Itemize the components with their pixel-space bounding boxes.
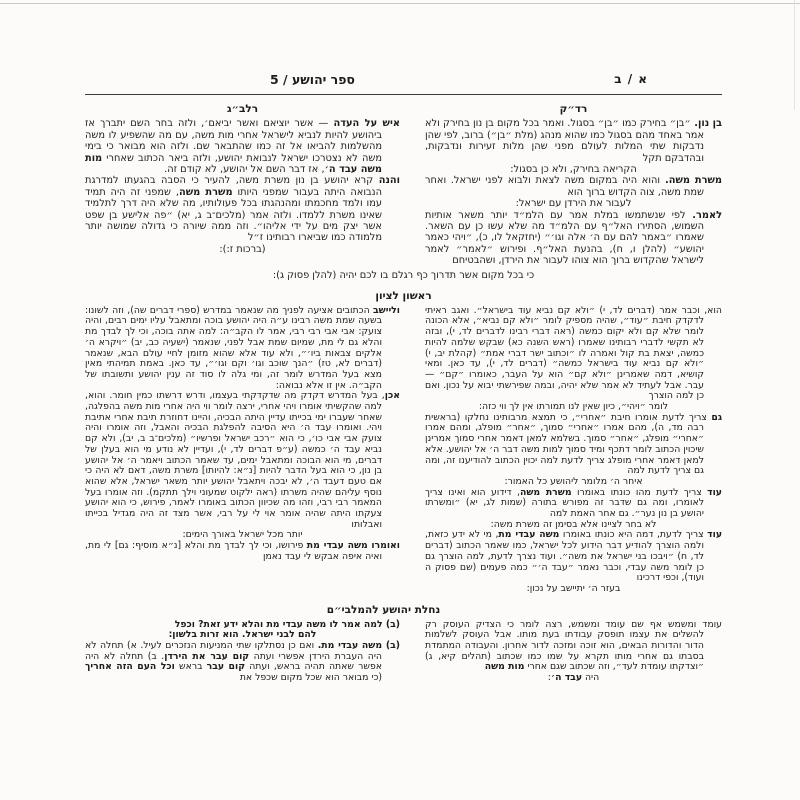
- rishon-left-column: [85, 306, 400, 563]
- ralbag-paragraph: איש על העדה — אשר יוציאם ואשר יביאם׳, ולזה בחר השם יתברך אז ביהושע להיות לנביא לישראל אחרי מות משה, עם מה שהשפיע לו משה מהשלמות להביאו אל זה כמו שהתבאר שם. ולזה הוא מבואר כי בימי משה לא נצטרכו ישראל לנבואת יהושע, ולזה ביאר הכתוב שאחרי מות משה עבד ה׳, אז דבר השם אל יהושע, לא קודם זה.: [85, 118, 400, 176]
- nachalat-left-column: [85, 620, 400, 684]
- scan-edge-top: [0, 3, 800, 4]
- malbim-question-centered-line: להם לבני ישראל. הוא זרות בלשון:: [168, 629, 317, 641]
- rishon-paragraph: הוא, וכבר אמר (דברים לד, י) ״ולא קם נביא עוד בישראל״. ואגב ראיתי לדקדק חיבת ״עוד״, שהיה מספיק לומר ״ולא קם נביא״, אלא הכונה לומר שלא קם ולא יקום כמשה (ראה דברי רבינו לדברים לד, י), ובזה לא תקשי לדברי רבותינו שאמרו (ראש השנה כא) שבקש שלמה להיות כמשה, יצאת בת קול ואמרה לו ״וכתוב ישר דברי אמת״ (קהלת יב, י) ״ולא קם נביא עוד בישראל כמשה״ (דברים לד, י), עד כאן. ומאי קושיא, דמה שאמרינן ״ולא קם״ הוא על העבר, כאומרו ״קם״ — עבר. אבל לעתיד לא אמר שלא יהיה, ובמה שפירשתי יבוא על נכון. ואם כן למה הוצרך: [425, 304, 722, 402]
- rishon-paragraph: עוד צריך לדעת מהו כונתו באומרו משרת משה, דידוע הוא ואינו צריך לאומרו, ומה גם שדבר זה מפורש בתורה (שמות לג, יא) ״ומשרתו יהושע בן נון נער״. גם אחר האמת למה: [425, 486, 722, 520]
- rishon-paragraph: עוד צריך לדעת, דמה היא כונתו באומרו משה עבדי מת, מי לא ידע כזאת, ולמה הוצרך להודיע דבר הידוע לכל ישראל, כמו שאמר הכתוב (דברים לד, ח) ״ויבכו בני ישראל את משה״. ועוד נצרך לדעת, למה הוצרך גם כן לומר משה עבדי, וכבר נאמר ״עבד ה׳״ כמה פעמים (שם פסוק ה ועוד), וכפי דרכינו: [425, 529, 723, 584]
- rishon-letzion-title: ראשון לציון: [375, 289, 432, 302]
- ralbag-column: [85, 104, 400, 255]
- rishon-letzion-section: [85, 306, 722, 595]
- nachalat-yehoshua-section: [85, 620, 722, 684]
- ralbag-citation-line: (ברכות ז:):: [219, 243, 266, 255]
- nachalat-right-column: [425, 620, 722, 684]
- malbim-answer: (ב) משה עבדי מת. ואם כן נסתלקו שתי המניעות הנזכרים לעיל. א) תחלה לא היה העברת הירדן אפשרי ועתה קום עבר את הירדן. ב) תחלה לא היה אפשר שאתה תהיה בראש, ועתה קום עבר בראש וכל העם הזה אחריך (כי מבואר הוא שכל מקום שכפל את: [85, 640, 401, 684]
- radak-paragraph: לאמר. לפי שנשתמשו במלת אמר עם הלמ״ד יותר משאר אותיות השמוש, הסתירו האל״ף עם הלמ״ד מה שלא עשו כן עם השאר. שאמרו ״באמר להם עם ה׳ אלה וגו׳״ (יחזקאל לו, כ), ״ויהי כאמר יהושע״ (להלן ו, ח), בהנעת האל״ף. ופירוש ״לאמר״ לאמר לישראל שהקדוש ברוך הוא צוהו לעבור את הירדן, ושהבטיחם: [425, 209, 723, 267]
- radak-title: רד״ק: [559, 103, 588, 115]
- radak-centered-line: לעבור את הירדן עם ישראל:: [515, 198, 632, 210]
- scan-edge-right: [794, 0, 795, 110]
- rishon-centered-line: יותר מכל ישראל באורך הימים:: [182, 529, 303, 541]
- top-commentary-section: [85, 104, 722, 267]
- nachalat-yehoshua-title: נחלת יהושע להמלבי״ם: [326, 603, 441, 616]
- rishon-paragraph: וליישב הכתובים אציעה לפניך מה שנאמר במדרש (ספרי דברים שה), וזה לשונו: בשעה שמת משה רבינו ע״ה היה יהושע בוכה ומתאבל עליו ימים רבים, והיה צועק: אבי אבי רבי רבי, אמר לו הקב״ה: למה אתה בוכה, וכי לך לבדך מת והלא גם לי מת, שמיום שמת אבל לפני, שנאמר (ישעיה כב, יב) ״ויקרא ה׳ אלקים צבאות ביו׳״, ולא עוד אלא שהוא מזומן לחיי עולם הבא, שנאמר (דברים לא, טז) ״הנך שוכב וגו׳ וקם וגו׳״, עד כאן. באמת תמיהתי מאין מצא בעל המדרש לומר זה, ומי גלה לו סוד זה ענין יהושע ותשובתו של הקב״ה. אין זו אלא נבואה:: [85, 304, 400, 391]
- rishon-centered-line: איחר ה׳ מלומר ליהושע כל האמור:: [504, 475, 643, 487]
- rishon-paragraph: ואומרו משה עבדי מת פירושו, וכי לך לבדך מת והלא [נ״א מוסיף: גם] לי מת, ואיה איפה אבקש לי עבד נאמן: [85, 540, 400, 562]
- rishon-paragraph: גם צריך לדעת אומרו חיבת ״אחרי״, כי תמצא מרבותינו נחלקו (בראשית רבה מד, ה), מהם אמרו ״אחרי״ סמוך, ״אחר״ מופלג, ומהם אמרו ״אחרי״ מופלג, ״אחר״ סמוך. בשלמא למאן דאמר אחרי סמוך אמרינן שיכוין הכתוב לומר דתכף ומיד סמוך למות משה דבר ה׳ אל יהושע. אלא למאן דאמר אחרי מופלג צריך לדעת למה יכוין הכתוב להודיענו זה, ומה גם צריך לדעת למה: [425, 411, 722, 477]
- radak-paragraph: בן נון. ״בן״ בחירק כמו ״בן״ בסגול. ואמר בכל מקום בן נון בחירק ולא אמר באחד מהם בסגול כמו שהוא מנהג (מלת ״בן״) ברוב, לפי שהן נדבקות שתי המלות לעולם מפני שהן מלות זעירות ונדבקות, ובהדבקם תקל: [425, 118, 722, 164]
- radak-paragraph: משרת משה. והוא היה במקום משה לצאת ולבוא לפני ישראל. ואחר שמת משה, צוה הקדוש ברוך הוא: [425, 175, 722, 198]
- nachalat-centered-line: היה עבד ה׳:: [547, 672, 600, 684]
- rishon-centered-line: לומר ״ויהי״, כיון שאין לנו תמורתו אין לך ווי כזה:: [478, 401, 669, 413]
- book-title-page-number: ספר יהושע / 5: [270, 72, 355, 87]
- malbim-question: (ב) למה אמר לו משה עבדי מת והלא ידע זאת? וכפל: [174, 618, 400, 630]
- ralbag-title: רלב״ג: [226, 103, 259, 115]
- rishon-right-column: [425, 306, 722, 595]
- rishon-paragraph: אכן, בעל המדרש דקדק מה שדקדקתי בעצמו, ודרש דרשתו כמין חומר. והוא, למה שהקשיתי אומרו ויהי אחרי, ירצה לומר ווי היה אחרי מות משה בהפלגה, שאחר שעברו ימי בכייתו עדיין היתה הבכיה, והיינו דחוזרת תיבת אחרי אתיבת ויהי. ואומרו עבד ה׳ היא הסיבה להפלגת הבכיה והאבל, וזה אומרו והיה צועק אבי אבי כו׳, כי הוא ״רכב ישראל ופרשיו״ (מלכים־ב ב, יב), ולא קם נביא עבד ה׳ כמשה (ע״פ דברים לד, י), ועדיין לא נודע מי הוא בעלן של דברים, מי הוא הבוכה ומתאבל ימים, עד שאמר הכתוב ויאמר ה׳ אל יהושע בן נון, כי הוא בעל הדבר להיות [נ״א: להיותו] משרת משה, דאם לא היה כי אם טעם דעבד ה׳, לא יבכה ויתאבל יהושע יותר משאר ישראל, אלא שהוא נוסף עליהם שהיה משרתו (ראה ילקוט שמעוני וילך תתקמ). וזה אומרו בעל המאמר רבי רבי, וזהו מה שכיוון הכתוב באומרו לאמר, פירוש, כי הוא יהושע צעקתו היתה שהיה אומר אוי לי על רבי, אשר מצד זה היה מגדיל בכייתו ואבלותו: [85, 390, 400, 530]
- radak-centered-line: הקריאה בחירק, ולא כן בסגול:: [510, 164, 637, 176]
- nachalat-paragraph: עומד ומשמש אף שם עומד ומשמש, רצה לומר כי הצדיק העוסק רק להשלים את עצמו תופסק עבודתו בעת מותו. אבל העוסק לשלמות הדור והדורות הבאים, הוא זוכה ומזכה לדור אחרון. והעבודה המתמדת בסבתו גם אחרי מותו תקרא על שמו כמו שכתוב (תהלים קיא, ג) ״וצדקתו עומדת לעד״, וזה שכתוב שגם אחרי מות משה: [425, 618, 722, 673]
- radak-overflow-line: כי בכל מקום אשר תדרוך כף רגלם בו לכם יהיה (להלן פסוק ג):: [272, 269, 535, 281]
- rishon-centered-line: בעזר ה׳ יתיישב על נכון:: [526, 582, 621, 594]
- radak-column: [425, 104, 722, 267]
- chapter-verse-reference: א / ב: [614, 72, 648, 86]
- rishon-centered-line: לא בחר לציינו אלא בסימן זה משרת משה:: [490, 518, 657, 530]
- page-content: [85, 72, 722, 684]
- page-header: [85, 72, 722, 92]
- header-rule: [85, 94, 722, 95]
- ralbag-paragraph: והנה קרא יהושע בן נון משרת משה, להעיר כי הסבה בהגעתו למדרגת הנבואה היתה בעבור שמפני היותו משרת משה, שמפני זה היה תמיד עמו ולמד מחכמתו ומהנהגתו בכל פעולותיו, מה שלא היה דרך לתלמיד שאינו משרת ללמדו. ולזה אמר (מלכים־ב ג, יא) ״פה אלישע בן שפט אשר יצק מים על ידי אליהו״. וזה ממה שיורה כי גדולה שמושה יותר מלמודה כמו שביארו רבותינו ז״ל: [85, 175, 400, 244]
